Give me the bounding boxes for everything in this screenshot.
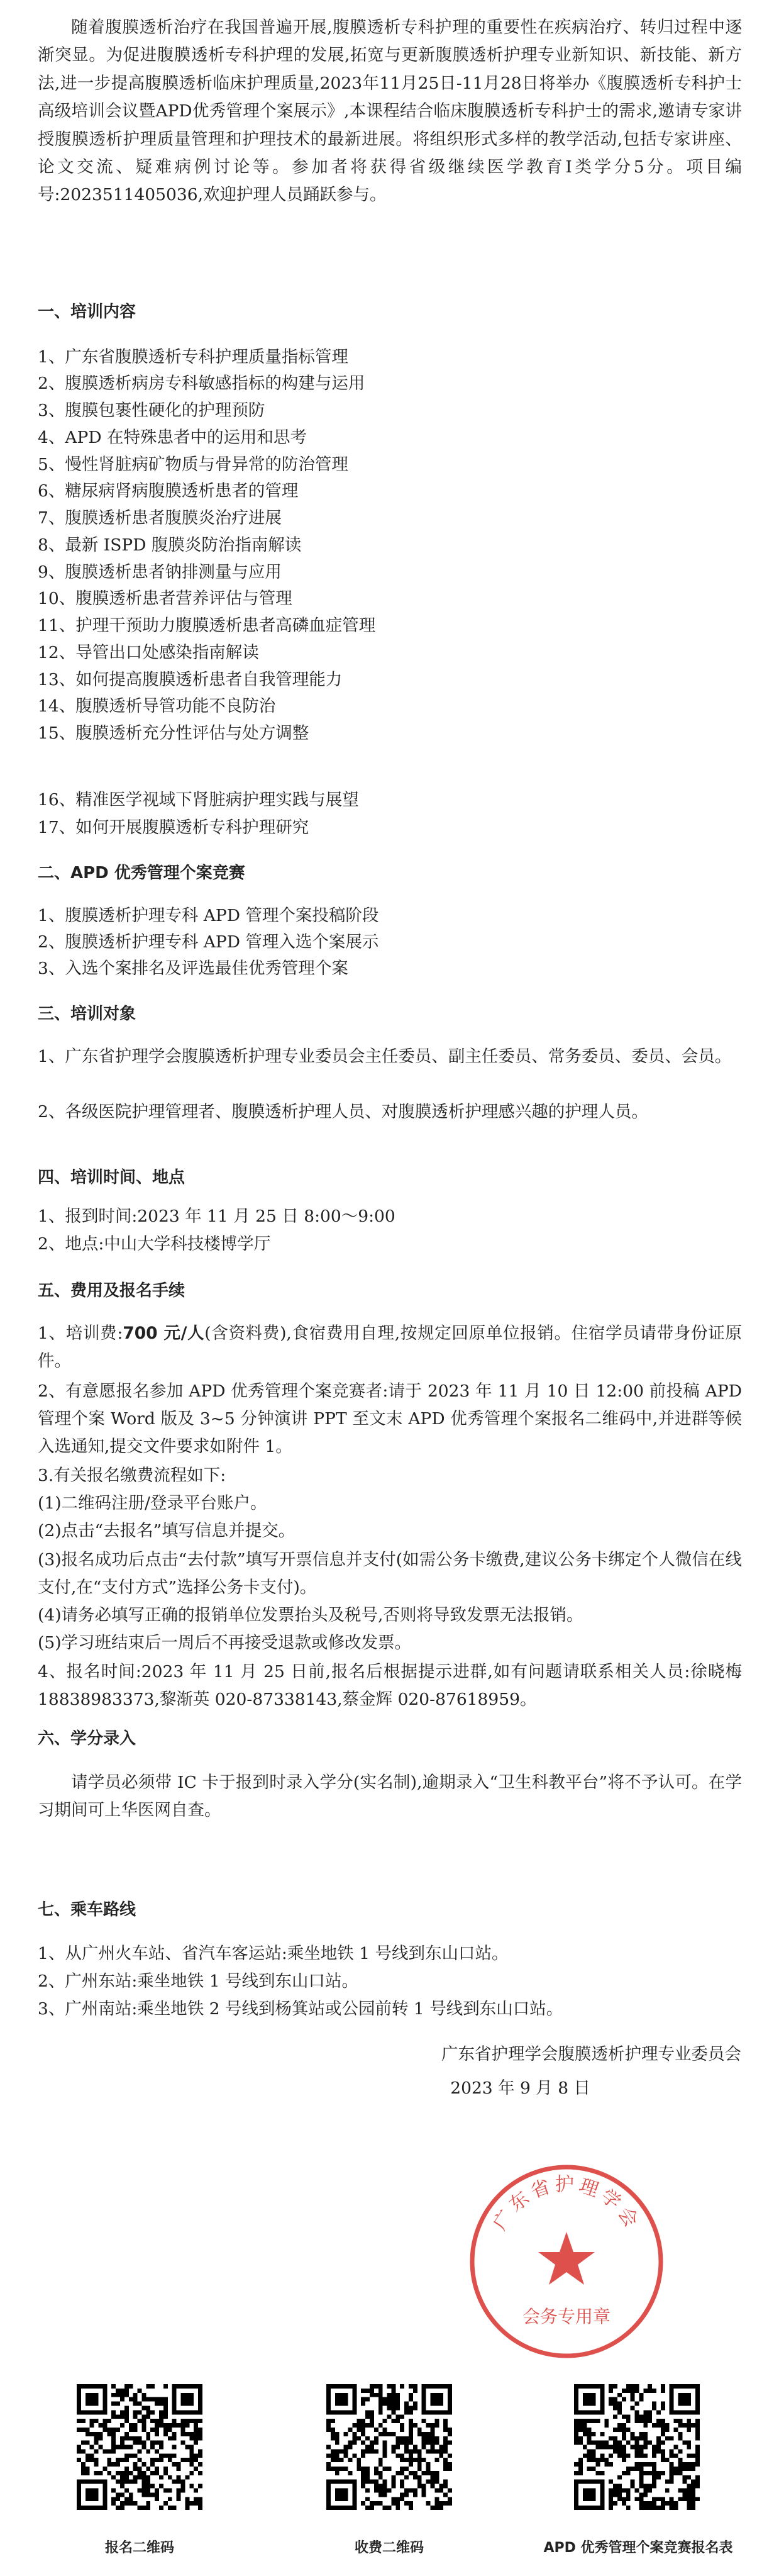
training-item: 2、腹膜透析病房专科敏感指标的构建与运用 — [38, 374, 365, 393]
audience-item: 1、广东省护理学会腹膜透析护理专业委员会主任委员、副主任委员、常务委员、委员、会员。 — [38, 1047, 732, 1066]
section-apd-contest-title: 二、APD 优秀管理个案竞赛 — [38, 864, 245, 883]
qr-caption-registration: 报名二维码 — [104, 2540, 174, 2556]
registration-step: (2)点击“去报名”填写信息并提交。 — [38, 1521, 296, 1541]
training-item: 9、腹膜透析患者钠排测量与应用 — [38, 562, 282, 582]
registration-flow-title: 3.有关报名缴费流程如下: — [38, 1466, 226, 1485]
qr-caption-apd-form: APD 优秀管理个案竞赛报名表 — [543, 2540, 733, 2556]
apd-contest-qr-code[interactable] — [574, 2384, 700, 2510]
official-seal-icon — [463, 2158, 670, 2365]
fee-item — [38, 1320, 742, 1375]
contest-item: 1、腹膜透析护理专科 APD 管理个案投稿阶段 — [38, 906, 379, 925]
route-item: 3、广州南站:乘坐地铁 2 号线到杨箕站或公园前转 1 号线到东山口站。 — [38, 1999, 563, 2019]
time-item: 1、报到时间:2023 年 11 月 25 日 8:00～9:00 — [38, 1207, 395, 1226]
fee-suffix: (含资料费),食宿费用自理,按规定回原单位报销。住宿学员请带身份证原件。 — [38, 1324, 742, 1371]
seal-ring-text: 广东省护理学会 — [489, 2173, 644, 2234]
training-item: 11、护理干预助力腹膜透析患者高磷血症管理 — [38, 616, 376, 635]
contest-item: 2、腹膜透析护理专科 APD 管理入选个案展示 — [38, 932, 379, 952]
training-item: 6、糖尿病肾病腹膜透析患者的管理 — [38, 481, 299, 501]
signature-org: 广东省护理学会腹膜透析护理专业委员会 — [441, 2044, 741, 2064]
credit-text: 请学员必须带 IC 卡于报到时录入学分(实名制),逾期录入“卫生科教平台”将不予认可。在学习期间可上华医网自查。 — [38, 1773, 742, 1820]
training-item: 4、APD 在特殊患者中的运用和思考 — [38, 428, 307, 447]
route-item: 2、广州东站:乘坐地铁 1 号线到东山口站。 — [38, 1971, 358, 1991]
fee-prefix: 1、培训费: — [38, 1324, 123, 1343]
training-item: 16、精准医学视域下肾脏病护理实践与展望 — [38, 790, 359, 810]
training-item: 15、腹膜透析充分性评估与处方调整 — [38, 723, 309, 743]
registration-deadline-item: 4、报名时间:2023 年 11 月 25 日前,报名后根据提示进群,如有问题请联系相关人员:徐晓梅 18838983373,黎渐英 020-87338143,蔡金辉 020-87618959。 — [38, 1662, 742, 1709]
training-item: 8、最新 ISPD 腹膜炎防治指南解读 — [38, 535, 302, 555]
section-route-title: 七、乘车路线 — [38, 1900, 136, 1919]
registration-qr-code[interactable] — [77, 2384, 202, 2510]
signature-date: 2023 年 9 月 8 日 — [450, 2078, 590, 2098]
fee-amount: 700 元/人 — [123, 1324, 205, 1343]
section-time-place-title: 四、培训时间、地点 — [38, 1168, 185, 1187]
registration-step: (3)报名成功后点击“去付款”填写开票信息并支付(如需公务卡缴费,建议公务卡绑定个人微信在线支付,在“支付方式”选择公务卡支付)。 — [38, 1550, 742, 1597]
training-item: 14、腹膜透析导管功能不良防治 — [38, 696, 276, 716]
seal-bottom-text: 会务专用章 — [522, 2306, 611, 2327]
section-credit-title: 六、学分录入 — [38, 1729, 136, 1748]
contest-submission-item: 2、有意愿报名参加 APD 优秀管理个案竞赛者:请于 2023 年 11 月 10 日 12:00 前投稿 APD 管理个案 Word 版及 3~5 分钟演讲 PPT 至文末 APD 优秀管理个案报名二维码中,并进群等候入选通知,提交文件要求如附件 1。 — [38, 1381, 742, 1456]
section-audience-title: 三、培训对象 — [38, 1005, 136, 1023]
registration-step: (1)二维码注册/登录平台账户。 — [38, 1493, 267, 1513]
training-item: 3、腹膜包裹性硬化的护理预防 — [38, 401, 265, 420]
training-item: 13、如何提高腹膜透析患者自我管理能力 — [38, 670, 343, 689]
training-item: 10、腹膜透析患者营养评估与管理 — [38, 589, 292, 608]
training-item: 12、导管出口处感染指南解读 — [38, 643, 259, 662]
qr-caption-payment: 收费二维码 — [354, 2540, 424, 2556]
audience-item: 2、各级医院护理管理者、腹膜透析护理人员、对腹膜透析护理感兴趣的护理人员。 — [38, 1102, 648, 1122]
section-fee-title: 五、费用及报名手续 — [38, 1281, 185, 1300]
section-training-content-title: 一、培训内容 — [38, 303, 136, 321]
registration-step: (5)学习班结束后一周后不再接受退款或修改发票。 — [38, 1633, 412, 1653]
place-item: 2、地点:中山大学科技楼博学厅 — [38, 1234, 271, 1254]
intro-paragraph: 随着腹膜透析治疗在我国普遍开展,腹膜透析专科护理的重要性在疾病治疗、转归过程中逐渐突显。为促进腹膜透析专科护理的发展,拓宽与更新腹膜透析护理专业新知识、新技能、新方法,进一步提高腹膜透析临床护理质量,2023年11月25日-11月28日将举办《腹膜透析专科护士高级培训会议暨APD优秀管理个案展示》,本课程结合临床腹膜透析专科护士的需求,邀请专家讲授腹膜透析护理质量管理和护理技术的最新进展。将组织形式多样的教学活动,包括专家讲座、论文交流、疑难病例讨论等。参加者将获得省级继续医学教育Ⅰ类学分5分。项目编号:2023511405036,欢迎护理人员踊跃参与。 — [38, 18, 742, 205]
training-item: 7、腹膜透析患者腹膜炎治疗进展 — [38, 508, 282, 528]
training-item: 1、广东省腹膜透析专科护理质量指标管理 — [38, 347, 348, 367]
route-item: 1、从广州火车站、省汽车客运站:乘坐地铁 1 号线到东山口站。 — [38, 1944, 509, 1963]
payment-qr-code[interactable] — [326, 2384, 452, 2510]
training-item: 17、如何开展腹膜透析专科护理研究 — [38, 818, 309, 837]
contest-item: 3、入选个案排名及评选最佳优秀管理个案 — [38, 959, 348, 978]
registration-step: (4)请务必填写正确的报销单位发票抬头及税号,否则将导致发票无法报销。 — [38, 1605, 583, 1625]
training-item: 5、慢性肾脏病矿物质与骨异常的防治管理 — [38, 455, 348, 474]
